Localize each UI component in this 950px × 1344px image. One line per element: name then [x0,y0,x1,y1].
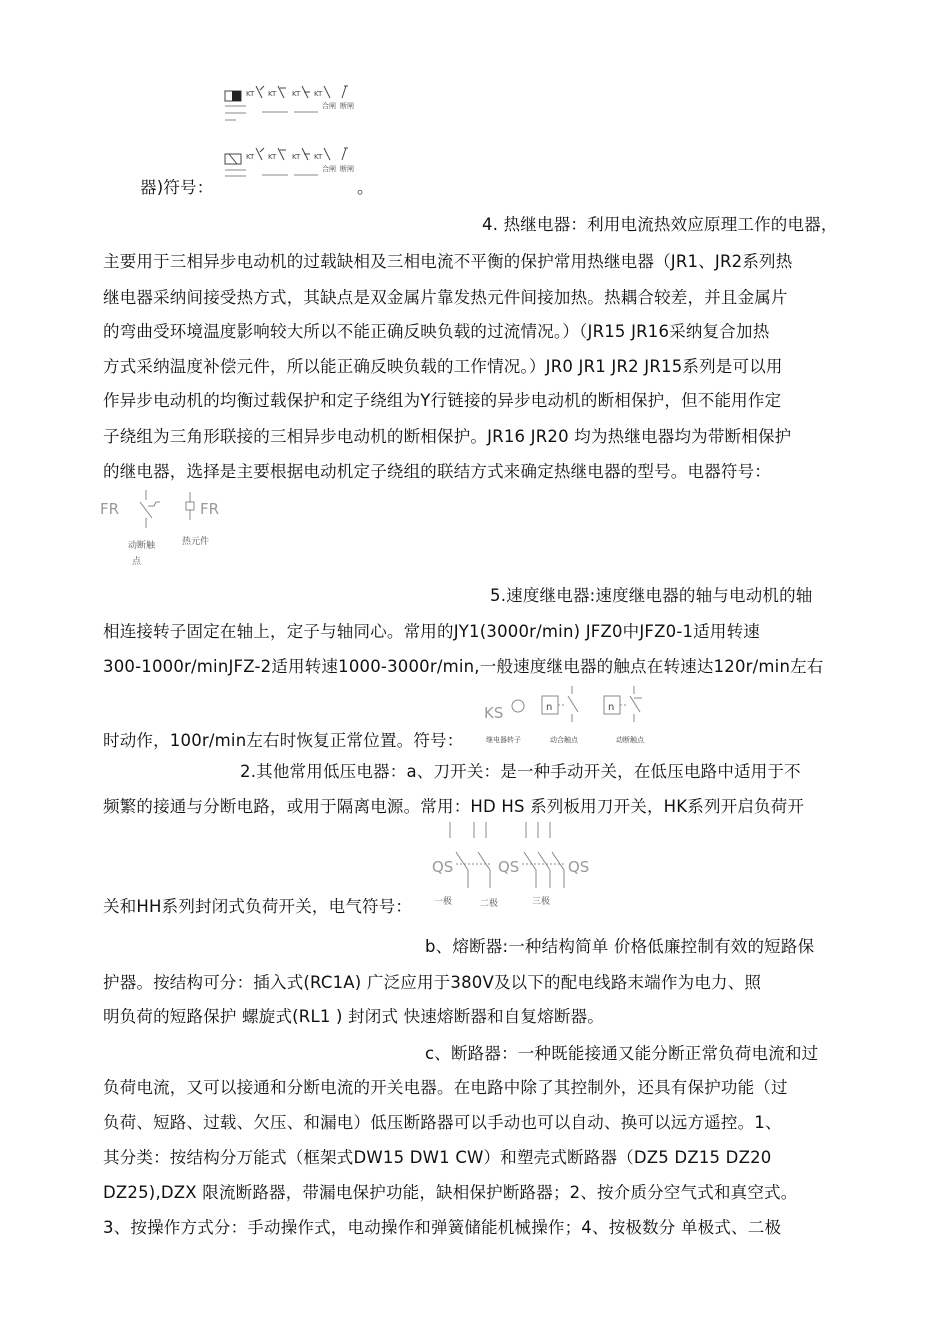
paragraph-line: 的继电器，选择是主要根据电动机定子绕组的联结方式来确定热继电器的型号。电器符号： [103,462,771,481]
svg-text:KT: KT [292,153,301,161]
kt-label: KT [246,90,255,98]
paragraph-line: b、熔断器:一种结构简单 价格低廉控制有效的短路保 [425,937,815,956]
svg-text:KT: KT [246,153,255,161]
svg-text:动合触点: 动合触点 [550,736,578,744]
svg-text:QS: QS [432,858,454,876]
paragraph-line: 作异步电动机的均衡过载保护和定子绕组为Y行链接的异步电动机的断相保护，但不能用作定 [103,391,782,410]
paragraph-line: c、断路器：一种既能接通又能分断正常负荷电流和过 [425,1044,819,1063]
svg-text:合闸: 合闸 [322,102,336,110]
svg-text:动断触: 动断触 [128,541,156,551]
svg-text:继电器转子: 继电器转子 [486,736,521,744]
paragraph-line: 3、按操作方式分：手动操作式，电动操作和弹簧储能机械操作；4、按极数分 单极式、二极 [103,1218,782,1237]
paragraph-line: 的弯曲受环境温度影响较大所以不能正确反映负载的过流情况。）（JR15 JR16采纳复合加热 [103,322,770,341]
paragraph-line: 时动作，100r/min左右时恢复正常位置。符号： [103,731,464,750]
paragraph-line: 负荷电流，又可以接通和分断电流的开关电器。在电路中除了其控制外，还具有保护功能（过 [103,1078,788,1097]
svg-text:动断触点: 动断触点 [616,736,644,744]
svg-text:n: n [608,702,615,713]
paragraph-line: 4. 热继电器：利用电流热效应原理工作的电器， [482,215,838,234]
svg-text:QS: QS [498,858,520,876]
svg-text:KT: KT [314,153,323,161]
svg-text:断闸: 断闸 [340,165,354,173]
svg-text:FR: FR [100,500,120,518]
paragraph-line: 300-1000r/minJFZ-2适用转速1000-3000r/min,一般速度继电器的触点在转速达120r/min左右 [103,657,824,676]
svg-text:二极: 二极 [480,899,499,909]
paragraph-line: 关和HH系列封闭式负荷开关，电气符号： [103,897,413,916]
svg-text:n: n [546,702,553,713]
thermal-relay-symbol [100,488,240,570]
svg-text:KT: KT [268,153,277,161]
paragraph-line: 护器。按结构可分：插入式(RC1A) 广泛应用于380V及以下的配电线路末端作为电力、照 [103,973,762,992]
svg-text:断闸: 断闸 [340,102,354,110]
svg-text:KT: KT [268,90,277,98]
speed-relay-symbol [482,684,662,746]
paragraph-line: 方式采纳温度补偿元件，所以能正确反映负载的工作情况。）JR0 JR1 JR2 JR15系列是可以用 [103,357,783,376]
paragraph-line: 继电器采纳间接受热方式，其缺点是双金属片靠发热元件间接加热。热耦合较差，并且金属片 [103,288,788,307]
paragraph-line: 负荷、短路、过载、欠压、和漏电）低压断路器可以手动也可以自动、换可以远方遥控。1、 [103,1113,782,1132]
svg-text:KT: KT [292,90,301,98]
paragraph-line: 主要用于三相异步电动机的过载缺相及三相电流不平衡的保护常用热继电器（JR1、JR2系列热 [103,252,793,271]
paragraph-line: 。 [357,178,374,197]
svg-text:三极: 三极 [532,897,551,907]
svg-text:QS: QS [568,858,590,876]
paragraph-line: 明负荷的短路保护 螺旋式(RL1 ) 封闭式 快速熔断器和自复熔断器。 [103,1007,605,1026]
paragraph-line: 5.速度继电器:速度继电器的轴与电动机的轴 [490,586,813,605]
svg-text:合闸: 合闸 [322,165,336,173]
coil-fill [232,91,241,101]
svg-text:一极: 一极 [434,897,453,907]
svg-text:KT: KT [314,90,323,98]
svg-text:KS: KS [484,704,504,722]
paragraph-line: 频繁的接通与分断电路，或用于隔离电源。常用：HD HS 系列板用刀开关，HK系列开启负荷开 [103,797,805,816]
paragraph-line: 其分类：按结构分万能式（框架式DW15 DW1 CW）和塑壳式断路器（DZ5 DZ15 DZ20 [103,1148,772,1167]
paragraph-line: 器)符号： [140,178,214,197]
paragraph-line: 子绕组为三角形联接的三相异步电动机的断相保护。JR16 JR20 均为热继电器均为带断相保护 [103,427,792,446]
paragraph-line: 相连接转子固定在轴上，定子与轴同心。常用的JY1(3000r/min) JFZ0中JFZ0-1适用转速 [103,622,760,641]
time-relay-symbol [222,82,362,182]
paragraph-line: 2.其他常用低压电器：a、刀开关：是一种手动开关，在低压电路中适用于不 [240,762,801,781]
svg-text:FR: FR [200,500,220,518]
svg-text:热元件: 热元件 [182,537,210,547]
svg-text:点: 点 [132,557,142,567]
paragraph-line: DZ25),DZX 限流断路器，带漏电保护功能，缺相保护断路器；2、按介质分空气式和真空式。 [103,1183,798,1202]
knife-switch-symbol [432,818,602,910]
